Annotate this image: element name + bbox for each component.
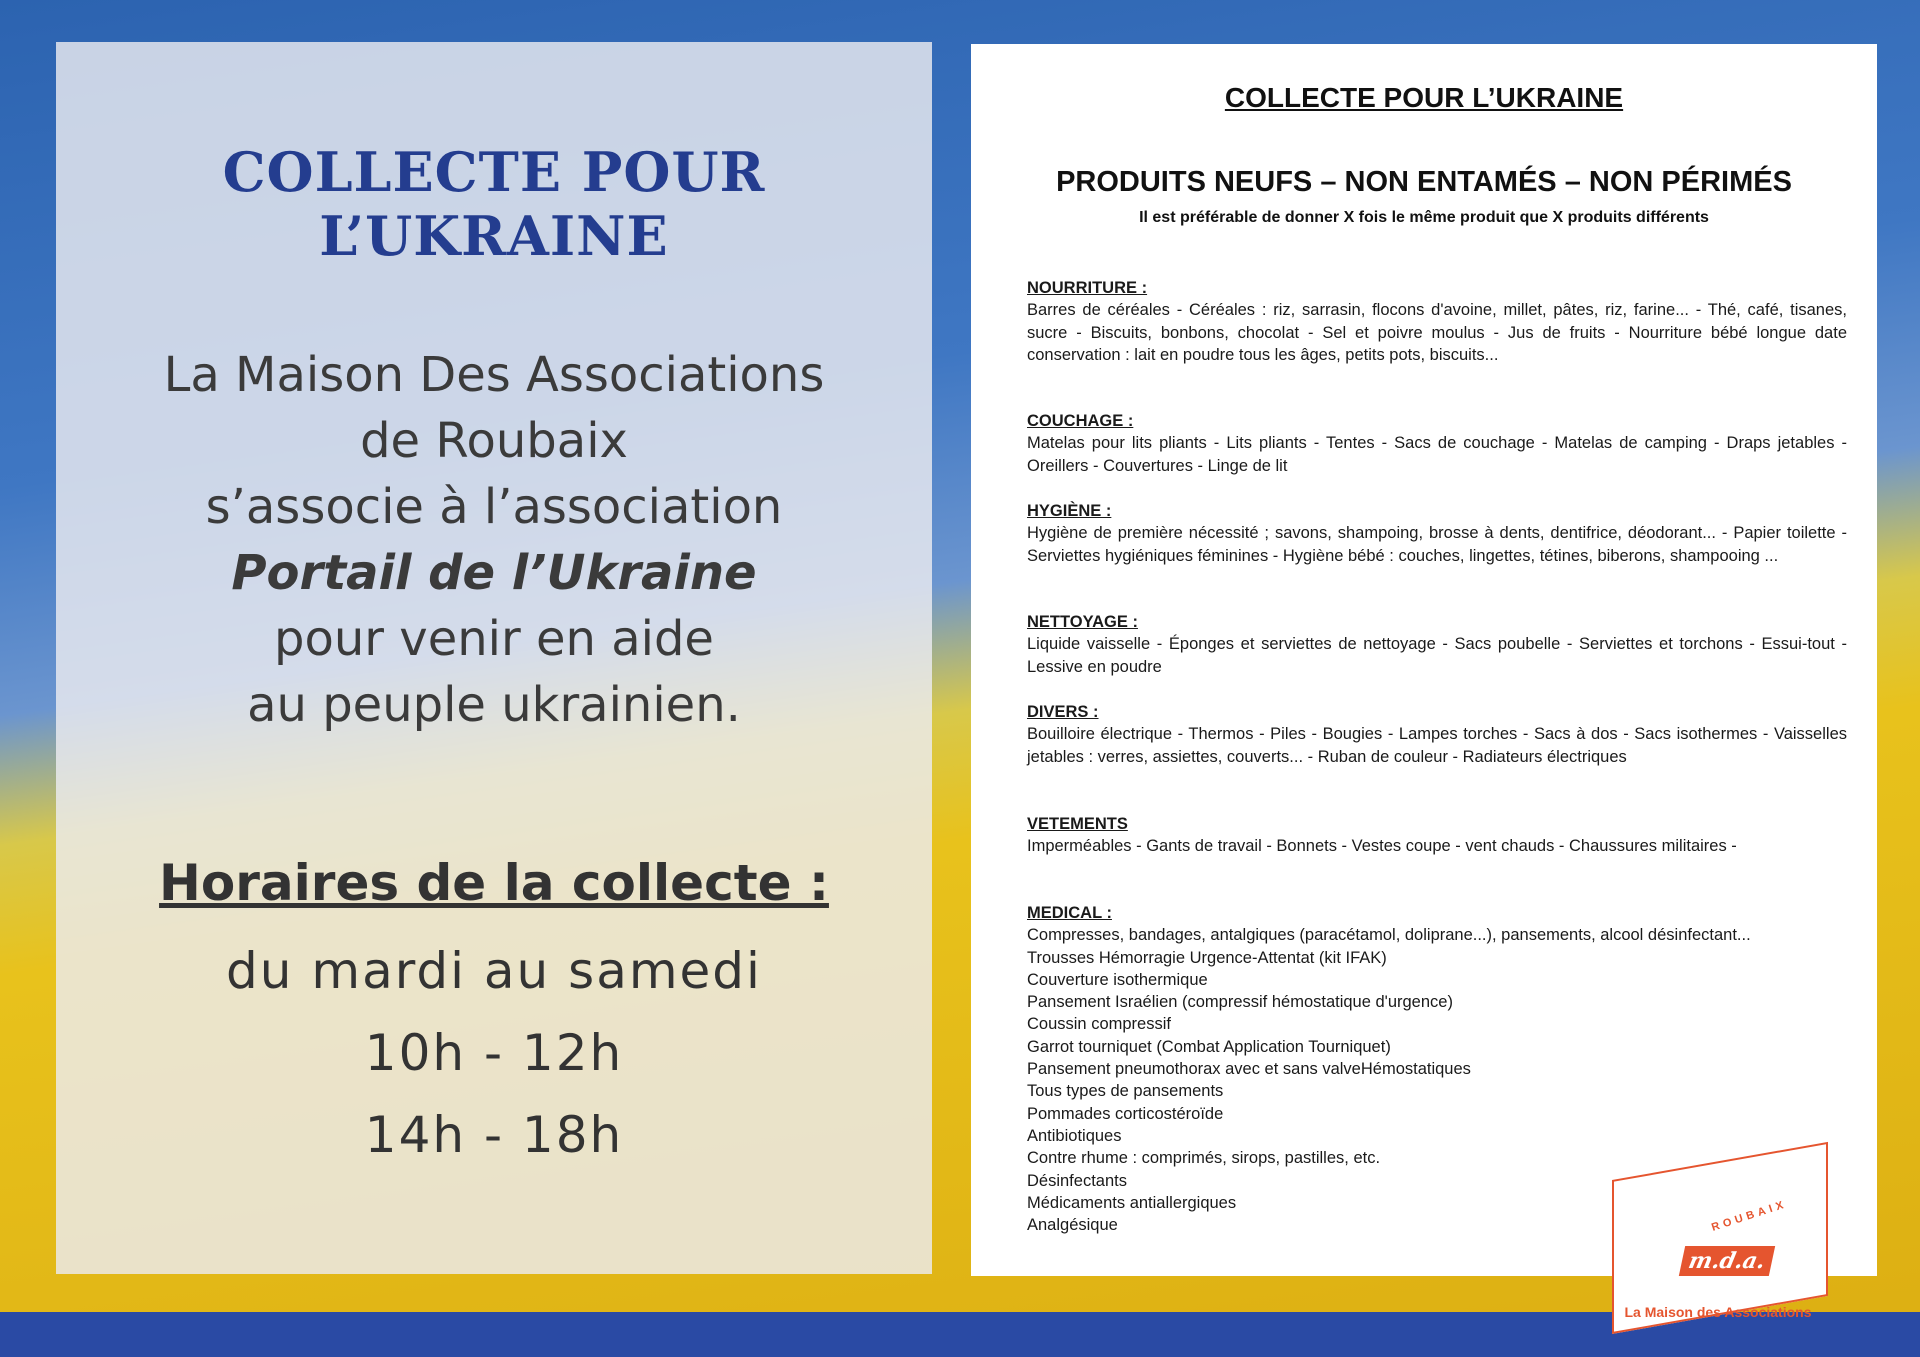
section-body: Matelas pour lits pliants - Lits pliants - Tentes - Sacs de couchage - Matelas de camping - Draps jetables - Oreillers - Couvertures - Linge de lit [1027,434,1847,475]
section-couchage [1027,410,1847,477]
section-heading: VETEMENTS [1027,815,1128,833]
logo-name: La Maison des Associations [1624,1304,1812,1320]
intro-line: La Maison Des Associations [163,347,825,403]
section-heading: COUCHAGE : [1027,412,1134,430]
section-body: Barres de céréales - Céréales : riz, sarrasin, flocons d'avoine, millet, pâtes, riz, farine... - Thé, café, tisanes, sucre - Biscuits, bonbons, chocolat - Sel et poivre moulus - Jus de fruits - Nourriture bébé longue date conservation : lait en poudre tous les âges, petits pots, biscuits... [1027,301,1847,364]
document-note: Il est préférable de donner X fois le même produit que X produits différents [1139,209,1709,226]
hours-slot-morning: 10h - 12h [364,1024,624,1082]
section-nourriture [1027,277,1847,366]
list-item: Pommades corticostéroïde [1027,1104,1224,1123]
section-heading: NOURRITURE : [1027,279,1148,297]
section-heading: NETTOYAGE : [1027,613,1138,631]
donation-list-document [971,44,1877,1276]
list-item: Contre rhume : comprimés, sirops, pastilles, etc. [1027,1149,1381,1168]
intro-line: de Roubaix [360,413,628,469]
hours-title: Horaires de la collecte : [159,854,829,912]
document-title: COLLECTE POUR L’UKRAINE [1224,82,1624,113]
intro-line: pour venir en aide [274,611,714,667]
list-item: Médicaments antiallergiques [1027,1193,1237,1212]
section-vetements [1027,813,1847,858]
list-item: Garrot tourniquet (Combat Application Tourniquet) [1027,1037,1391,1056]
intro-association-name: Portail de l’Ukraine [231,545,757,601]
poster-intro [56,342,932,738]
poster-title: COLLECTE POUR L’UKRAINE [222,140,766,268]
list-item: Trousses Hémorragie Urgence-Attentat (kit IFAK) [1027,948,1387,967]
section-heading: DIVERS : [1027,703,1099,721]
section-divers [1027,701,1847,768]
section-nettoyage [1027,611,1847,678]
intro-line: s’associe à l’association [205,479,783,535]
section-body: Imperméables - Gants de travail - Bonnets - Vestes coupe - vent chauds - Chaussures militaires - [1027,837,1737,856]
list-item: Tous types de pansements [1027,1082,1224,1101]
logo-mark: m.d.a. [1679,1246,1775,1276]
hours-days: du mardi au samedi [226,942,762,1000]
section-body: Liquide vaisselle - Éponges et serviettes de nettoyage - Sacs poubelle - Serviettes et torchons - Essui-tout - Lessive en poudre [1027,635,1847,676]
document-subtitle: PRODUITS NEUFS – NON ENTAMÉS – NON PÉRIMÉS [1056,166,1792,198]
list-item: Antibiotiques [1027,1126,1122,1145]
logo-city: ROUBAIX [1710,1198,1789,1234]
left-poster-panel [56,42,932,1274]
section-body: Bouilloire électrique - Thermos - Piles - Bougies - Lampes torches - Sacs à dos - Sacs isothermes - Vaisselles jetables : verres, assiettes, couverts... - Ruban de couleur - Radiateurs électriques [1027,725,1847,766]
section-body: Hygiène de première nécessité ; savons, shampoing, brosse à dents, dentifrice, déodorant... - Papier toilette - Serviettes hygiéniques féminines - Hygiène bébé : couches, lingettes, tétines, biberons, shampooing ... [1027,524,1847,565]
mda-logo [1612,1180,1824,1330]
list-item: Compresses, bandages, antalgiques (paracétamol, doliprane...), pansements, alcool désinfectant... [1027,926,1751,945]
section-heading: MEDICAL : [1027,904,1112,922]
list-item: Désinfectants [1027,1171,1127,1190]
section-heading: HYGIÈNE : [1027,502,1112,520]
list-item: Pansement pneumothorax avec et sans valveHémostatiques [1027,1060,1471,1079]
list-item: Analgésique [1027,1216,1118,1235]
list-item: Coussin compressif [1027,1015,1171,1034]
section-hygiene [1027,500,1847,567]
hours-slot-afternoon: 14h - 18h [364,1106,624,1164]
list-item: Couverture isothermique [1027,970,1208,989]
list-item: Pansement Israélien (compressif hémostatique d'urgence) [1027,993,1453,1012]
intro-line: au peuple ukrainien. [247,677,741,733]
